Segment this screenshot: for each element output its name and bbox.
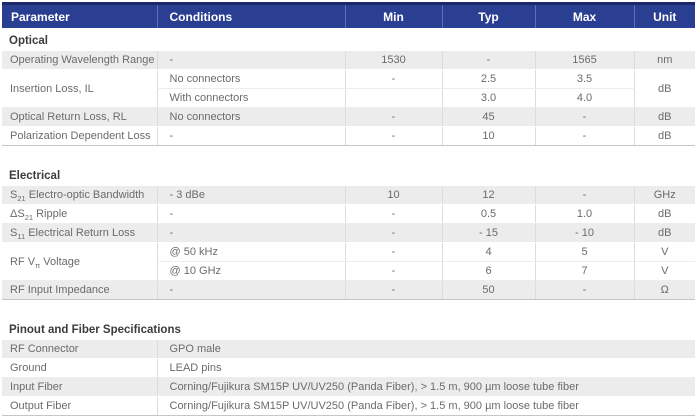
param-text: Ripple (33, 208, 68, 220)
min-cell: 10 (345, 186, 442, 205)
min-cell: - (345, 243, 442, 262)
min-cell: - (345, 262, 442, 281)
parameter-cell (2, 224, 157, 243)
table-row (2, 70, 695, 89)
max-cell: - 10 (535, 224, 634, 243)
max-cell: 7 (535, 262, 634, 281)
column-header-typ: Typ (442, 4, 535, 29)
conditions-cell: - (157, 51, 345, 70)
min-cell: 1530 (345, 51, 442, 70)
max-cell: 1565 (535, 51, 634, 70)
section-pinout-fiber (2, 321, 695, 416)
value-cell: Corning/Fujikura SM15P UV/UV250 (Panda Fiber), > 1.5 m, 900 µm loose tube fiber (157, 397, 695, 416)
conditions-cell: @ 50 kHz (157, 243, 345, 262)
unit-cell: dB (634, 224, 695, 243)
min-cell: - (345, 224, 442, 243)
parameter-cell: Ground (2, 359, 157, 378)
parameter-cell: Input Fiber (2, 378, 157, 397)
parameter-cell (2, 243, 157, 281)
conditions-cell: @ 10 GHz (157, 262, 345, 281)
conditions-cell: No connectors (157, 108, 345, 127)
column-header-max: Max (535, 4, 634, 29)
parameter-cell: Polarization Dependent Loss (2, 127, 157, 146)
min-cell: - (345, 70, 442, 89)
value-cell: Corning/Fujikura SM15P UV/UV250 (Panda Fiber), > 1.5 m, 900 µm loose tube fiber (157, 378, 695, 397)
typ-cell: 4 (442, 243, 535, 262)
parameter-cell: RF Input Impedance (2, 281, 157, 300)
pinout-table (2, 340, 695, 416)
table-row (2, 340, 695, 359)
max-cell: - (535, 281, 634, 300)
parameter-cell: Insertion Loss, IL (2, 70, 157, 108)
unit-cell: Ω (634, 281, 695, 300)
param-text: RF V (10, 255, 36, 268)
typ-cell: 0.5 (442, 205, 535, 224)
conditions-cell: - (157, 224, 345, 243)
section-optical (2, 32, 695, 146)
min-cell: - (345, 281, 442, 300)
conditions-cell: - (157, 127, 345, 146)
conditions-cell: - (157, 281, 345, 300)
column-header-min: Min (345, 4, 442, 29)
param-subscript: 11 (17, 232, 26, 242)
max-cell: 3.5 (535, 70, 634, 89)
table-row (2, 186, 695, 205)
parameter-cell (2, 205, 157, 224)
param-text: Electro-optic Bandwidth (25, 189, 145, 201)
optical-table (2, 51, 695, 146)
section-electrical (2, 167, 695, 300)
conditions-cell: With connectors (157, 89, 345, 108)
conditions-cell: - (157, 205, 345, 224)
typ-cell: 3.0 (442, 89, 535, 108)
table-row (2, 359, 695, 378)
typ-cell: 50 (442, 281, 535, 300)
parameter-cell: RF Connector (2, 340, 157, 359)
value-cell: GPO male (157, 340, 695, 359)
min-cell: - (345, 127, 442, 146)
typ-cell: - (442, 51, 535, 70)
typ-cell: - 15 (442, 224, 535, 243)
unit-cell: GHz (634, 186, 695, 205)
table-row (2, 51, 695, 70)
unit-cell: dB (634, 127, 695, 146)
table-row (2, 224, 695, 243)
spec-table-header (2, 2, 695, 28)
parameter-cell: Output Fiber (2, 397, 157, 416)
typ-cell: 2.5 (442, 70, 535, 89)
conditions-cell: No connectors (157, 70, 345, 89)
unit-cell: V (634, 262, 695, 281)
column-header-conditions: Conditions (157, 4, 345, 29)
param-text: Electrical Return Loss (25, 227, 136, 239)
table-row (2, 108, 695, 127)
section-title-electrical: Electrical (9, 170, 61, 182)
param-subscript: 21 (17, 194, 26, 204)
value-cell: LEAD pins (157, 359, 695, 378)
unit-cell: V (634, 243, 695, 262)
min-cell: - (345, 205, 442, 224)
max-cell: - (535, 186, 634, 205)
table-row (2, 127, 695, 146)
param-subscript: π (35, 260, 41, 270)
min-cell (345, 89, 442, 108)
param-text: S (10, 189, 18, 201)
param-subscript: 21 (24, 213, 34, 223)
section-title-pinout-fiber: Pinout and Fiber Specifications (9, 324, 181, 336)
max-cell: - (535, 127, 634, 146)
table-row (2, 281, 695, 300)
min-cell: - (345, 108, 442, 127)
header-row (2, 4, 695, 29)
table-row (2, 205, 695, 224)
parameter-cell: Operating Wavelength Range (2, 51, 157, 70)
typ-cell: 45 (442, 108, 535, 127)
unit-cell: dB (634, 108, 695, 127)
parameter-cell: Optical Return Loss, RL (2, 108, 157, 127)
typ-cell: 10 (442, 127, 535, 146)
max-cell: 1.0 (535, 205, 634, 224)
table-row (2, 243, 695, 262)
unit-cell: dB (634, 70, 695, 108)
typ-cell: 12 (442, 186, 535, 205)
section-title-optical: Optical (9, 35, 48, 47)
table-row (2, 378, 695, 397)
conditions-cell: - 3 dBe (157, 186, 345, 205)
param-text: S (10, 227, 18, 239)
column-header-parameter: Parameter (2, 4, 157, 29)
max-cell: 5 (535, 243, 634, 262)
unit-cell: nm (634, 51, 695, 70)
param-text: ΔS (10, 208, 25, 220)
typ-cell: 6 (442, 262, 535, 281)
param-text: Voltage (40, 255, 81, 268)
column-header-unit: Unit (634, 4, 695, 29)
parameter-cell (2, 186, 157, 205)
table-row (2, 397, 695, 416)
unit-cell: dB (634, 205, 695, 224)
max-cell: - (535, 108, 634, 127)
electrical-table (2, 186, 695, 300)
max-cell: 4.0 (535, 89, 634, 108)
